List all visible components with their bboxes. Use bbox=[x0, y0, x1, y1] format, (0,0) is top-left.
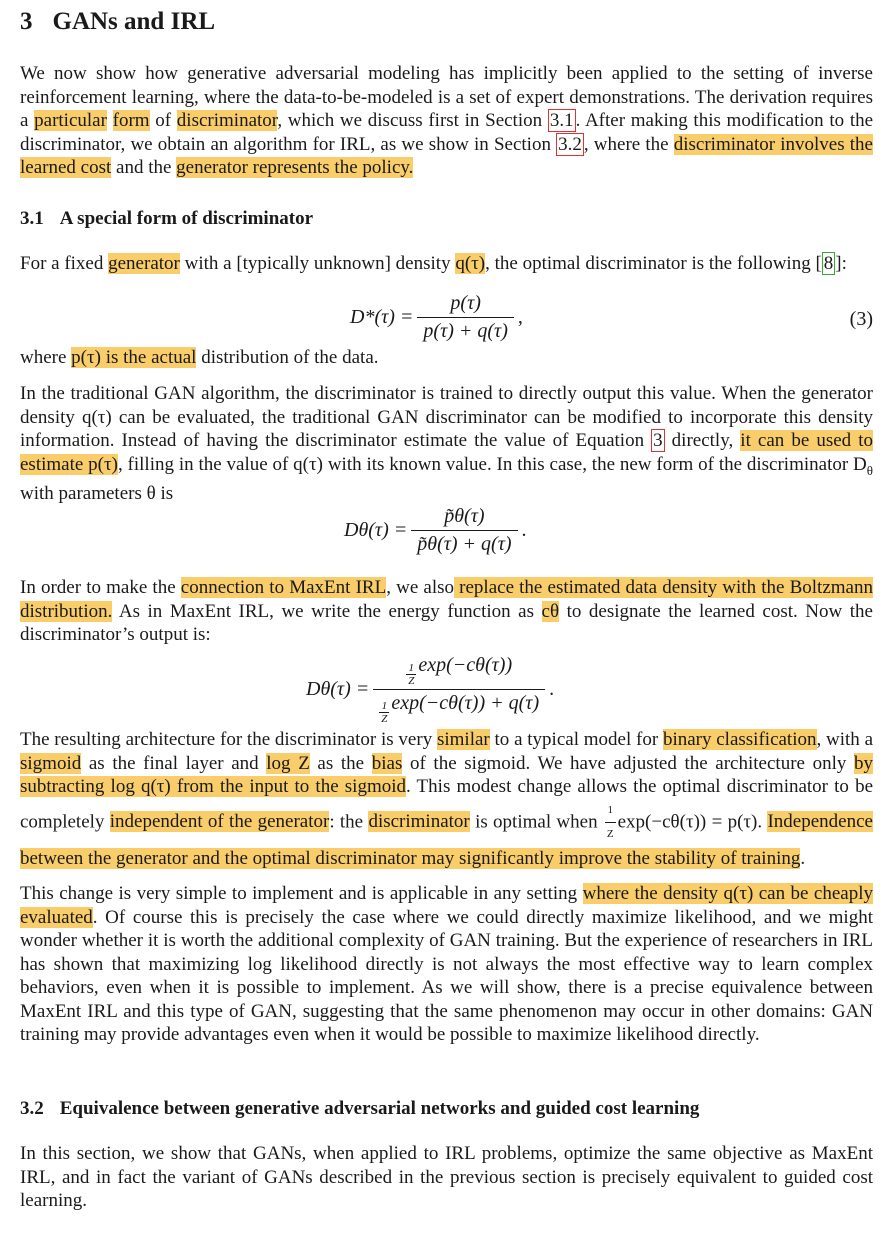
highlight: replace the estimated data density with the Boltzmann distribution. bbox=[20, 577, 873, 622]
highlight: it can be used to estimate p(τ) bbox=[20, 430, 873, 475]
paragraph-actual-distribution: where p(τ) is the actual distribution of the data. bbox=[20, 347, 379, 368]
highlight: p(τ) is the actual bbox=[71, 347, 197, 368]
equation-number: (3) bbox=[849, 308, 873, 330]
section-link[interactable]: 3.1 bbox=[549, 110, 574, 131]
highlight: log Z bbox=[266, 752, 310, 774]
subsection-heading: 3.1 A special form of discriminator bbox=[20, 208, 314, 229]
highlight: bias bbox=[371, 752, 403, 774]
highlight: where the density q(τ) can be cheaply evaluated bbox=[20, 883, 874, 928]
highlight: generator represents the policy. bbox=[176, 157, 414, 178]
equation-discriminator-theta: Dθ(τ) = $\frac{p̃\theta(\tau)}{p̃\theta(\tau) + q(\tau)}$ . bbox=[344, 505, 527, 555]
highlight: discriminator involves the learned cost bbox=[20, 133, 873, 178]
equation-3: D*(τ) = $\frac{p(\tau)}{p(\tau) + q(\tau)}$ , bbox=[350, 292, 523, 342]
highlight: q(τ) bbox=[455, 253, 486, 274]
highlight: independent of the generator bbox=[109, 810, 330, 832]
highlight: connection to MaxEnt IRL bbox=[180, 577, 387, 598]
highlight: particular bbox=[34, 110, 107, 131]
highlight: binary classification bbox=[662, 729, 817, 750]
subsection-heading: 3.2 Equivalence between generative adversarial networks and guided cost learning bbox=[20, 1098, 700, 1119]
highlight: by subtracting log q(τ) from the input to the sigmoid bbox=[20, 752, 873, 797]
equation-link[interactable]: 3 bbox=[653, 430, 663, 451]
paragraph-traditional-gan: In the traditional GAN algorithm, the discriminator is trained to directly output this value. When the generator density q(τ) can be evaluated, the traditional GAN discriminator can be modified to incorporate this density information. Instead of having the discriminator estimate the value of Equation 3 directly, it can be used to estimate p(τ), filling in the value of q(τ) with its known value. In this case, the new form of the discriminator $D_\theta$ with parameters θ is bbox=[20, 383, 873, 504]
paragraph-optimal-discriminator: For a fixed generator with a [typically unknown] density q(τ), the optimal discriminator is the following [ 8 ]: bbox=[20, 253, 847, 274]
paragraph-equivalence: In this section, we show that GANs, when applied to IRL problems, optimize the same objective as MaxEnt IRL, and in fact the variant of GANs described in the previous section is precisely equivalent to guided cost learning. bbox=[20, 1143, 873, 1211]
highlight: generator bbox=[108, 253, 180, 274]
section-title: GANs and IRL bbox=[52, 8, 216, 35]
highlight: discriminator bbox=[368, 810, 470, 832]
paragraph-architecture: The resulting architecture for the discriminator is very similar to a typical model for binary classification, with a sigmoid as the final layer and log Z as the bias of the sigmoid. We have adjusted the architecture only by subtracting log q(τ) from the input to the sigmoid. This modest change allows the optimal discriminator to be completely independent of the generator: the discriminator is optimal when $\frac{1}{Z}$ exp(−cθ(τ)) = p(τ). Independence between the generator and the optimal discriminator may significantly improve the stability of training. bbox=[20, 729, 874, 869]
highlight: discriminator bbox=[176, 110, 278, 131]
highlight: Independence between the generator and the optimal discriminator may significantly improve the stability of training bbox=[20, 810, 873, 869]
highlight: sigmoid bbox=[20, 752, 82, 774]
section-number: 3 bbox=[20, 8, 33, 35]
intro-paragraph: We now show how generative adversarial modeling has implicitly been applied to the setting of inverse reinforcement learning, where the data-to-be-modeled is a set of expert demonstrations. The derivation requires a particular form of discriminator, which we discuss first in Section 3.1 . After making this modification to the discriminator, we obtain an algorithm for IRL, as we show in Section 3.2 , where the discriminator involves the learned cost and the generator represents the policy. bbox=[20, 63, 874, 178]
equation-boltzmann-discriminator: Dθ(τ) = $\frac{1}{Z}$ exp(−cθ(τ)) $\frac{1}{Z}$ exp(−cθ(τ)) + q(τ) . bbox=[306, 654, 555, 725]
section-link[interactable]: 3.2 bbox=[558, 133, 582, 155]
section-heading bbox=[20, 8, 215, 36]
highlight: similar bbox=[436, 729, 490, 750]
highlight: cθ bbox=[541, 600, 560, 622]
citation-link[interactable]: 8 bbox=[823, 253, 834, 274]
paragraph-implementation: This change is very simple to implement and is applicable in any setting where the density q(τ) can be cheaply evaluated. Of course this is precisely the case where we could directly maximize likelihood, and we might wonder whether it is worth the additional complexity of GAN training. But the experience of researchers in IRL has shown that maximizing log likelihood directly is not always the most effective way to learn complex behaviors, even when it is possible to implement. As we will show, there is a precise equivalence between MaxEnt IRL and this type of GAN, suggesting that the same phenomenon may occur in other domains: GAN training may provide advantages even when it would be possible to maximize likelihood directly. bbox=[20, 883, 874, 1045]
paragraph-maxent-connection: In order to make the connection to MaxEnt IRL, we also replace the estimated data density with the Boltzmann distribution. As in MaxEnt IRL, we write the energy function as cθ to designate the learned cost. Now the discriminator’s output is: bbox=[20, 577, 873, 645]
highlight: form bbox=[112, 110, 150, 131]
